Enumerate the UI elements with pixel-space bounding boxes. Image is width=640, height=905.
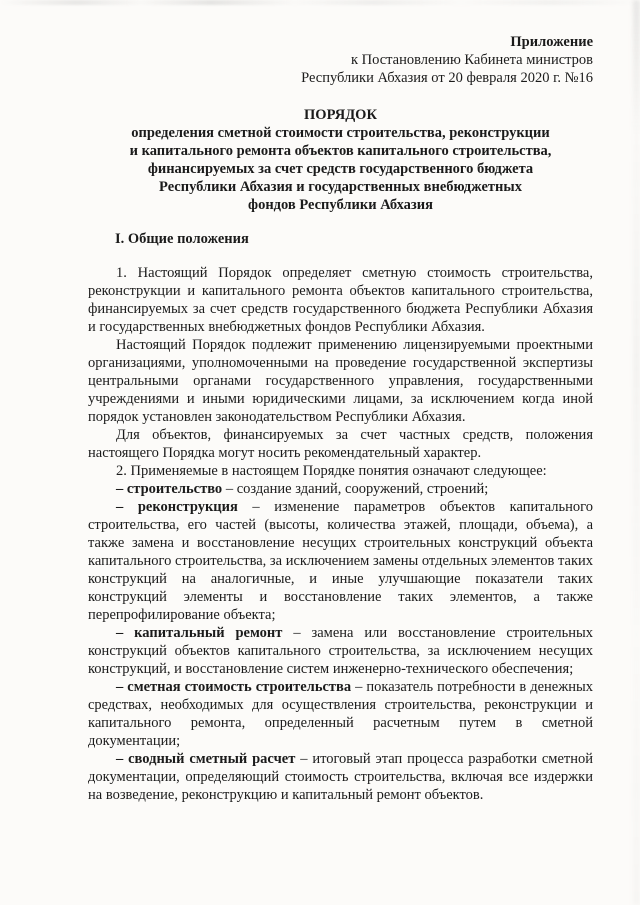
paragraph: – капитальный ремонт – замена или восстановление строительных конструкций объектов капитального строительства, за исключением несущих конструкций, и восстановление систем инженерно-технического обеспечения; [88, 625, 594, 677]
title-subtitle-line: фондов Республики Абхазия [248, 197, 433, 213]
paragraph: – сводный сметный расчет – итоговый этап процесса разработки сметной документации, определяющий стоимость строительства, включая все издержки на возведение, реконструкцию и капитальный ремонт объектов. [88, 751, 593, 803]
appendix-label: Приложение [510, 34, 593, 50]
document-title: ПОРЯДОК [304, 107, 377, 123]
paragraph: – сметная стоимость строительства – показатель потребности в денежных средствах, необходимых для осуществления строительства, реконструкции и капитального ремонта, определенный расчетным путем в сметной документации; [88, 679, 593, 749]
scan-artifact-top [0, 0, 640, 5]
document-body [88, 264, 593, 804]
term-bold: – сметная стоимость строительства [116, 679, 352, 695]
title-subtitle-line: финансируемых за счет средств государственного бюджета [147, 161, 534, 177]
term-bold: – сводный сметный расчет [116, 751, 296, 767]
term-bold: – реконструкция [116, 499, 238, 515]
appendix-header [88, 33, 593, 87]
title-subtitle-line: определения сметной стоимости строительства, реконструкции [131, 125, 550, 141]
paragraph: 1. Настоящий Порядок определяет сметную стоимость строительства, реконструкции и капитального ремонта объектов капитального строительства, финансируемых за счет средств государственного бюджета Республики Абхазия и государственных внебюджетных фондов Республики Абхазия. [88, 265, 593, 335]
paragraph: 2. Применяемые в настоящем Порядке понятия означают следующее: [116, 463, 547, 479]
document-title-block [88, 106, 593, 214]
title-subtitle-line: Республики Абхазия и государственных внебюджетных [159, 179, 522, 195]
paragraph: – строительство – создание зданий, сооружений, строений; [116, 481, 489, 497]
term-bold: – капитальный ремонт [116, 625, 283, 641]
paragraph: Для объектов, финансируемых за счет частных средств, положения настоящего Порядка могут носить рекомендательный характер. [88, 427, 593, 461]
section-heading: I. Общие положения [115, 231, 249, 247]
title-subtitle-line: и капитального ремонта объектов капитального строительства, [129, 143, 552, 159]
appendix-date-line: Республики Абхазия от 20 февраля 2020 г. №16 [301, 70, 593, 86]
paragraph: Настоящий Порядок подлежит применению лицензируемыми проектными организациями, уполномоченными на проведение государственной экспертизы центральными органами государственного управления, государственными учреждениями и иными юридическими лицами, за исключением когда иной порядок установлен законодательством Республики Абхазия. [88, 337, 593, 425]
term-bold: – строительство [116, 481, 223, 497]
paragraph: – реконструкция – изменение параметров объектов капитального строительства, его частей (высоты, количества этажей, площади, объема), а также замена и восстановление несущих строительных конструкций объекта капитального строительства, за исключением замены отдельных элементов таких конструкций на аналогичные, и иные улучшающие показатели таких конструкций элементы и восстановление таких элементов, а также перепрофилирование объекта; [88, 499, 593, 623]
appendix-reference-line: к Постановлению Кабинета министров [350, 52, 593, 68]
scan-artifact-right-edge [633, 0, 640, 905]
document-content [88, 33, 593, 804]
